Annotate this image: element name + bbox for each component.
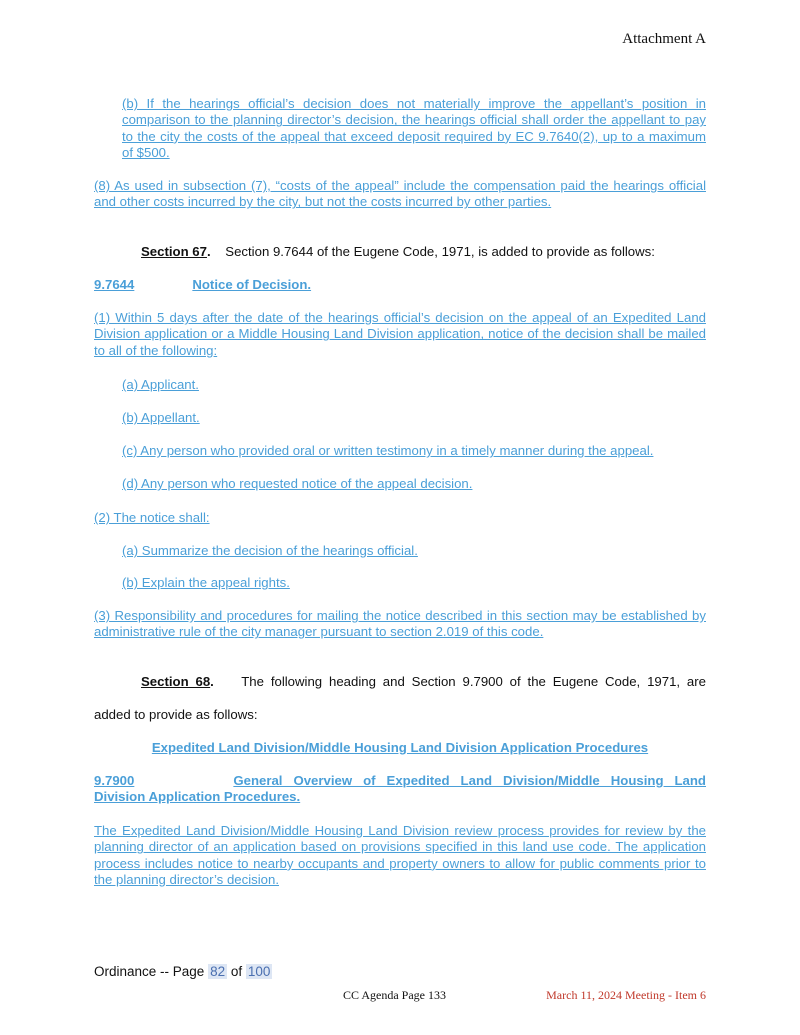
- attachment-label: Attachment A: [622, 31, 706, 47]
- agenda-page: CC Agenda Page 133: [343, 988, 446, 1002]
- section-67-text: Section 9.7644 of the Eugene Code, 1971, is added to provide as follows:: [225, 244, 655, 259]
- of-label: of: [230, 964, 243, 979]
- section-number: 9.7900: [94, 773, 135, 788]
- item-a-applicant: (a) Applicant.: [122, 377, 199, 392]
- paragraph-overview: The Expedited Land Division/Middle Housing Land Division review process provides for review by the planning director of an application based on provisions specified in this land use code. The application process includes notice to nearby occupants and property owners to allow for public comments prior to the planning director’s decision.: [94, 823, 706, 888]
- section-9-7900-heading: [94, 773, 706, 806]
- ordinance-label: Ordinance -- Page: [94, 964, 205, 979]
- section-title: Notice of Decision.: [192, 277, 312, 292]
- item-c-testimony: (c) Any person who provided oral or written testimony in a timely manner during the appeal.: [122, 443, 654, 458]
- section-title-line1: General Overview of Expedited Land Division/Middle Housing Land: [233, 773, 706, 788]
- section-title-line2: Division Application Procedures.: [94, 789, 301, 805]
- section-67-label: Section 67: [141, 244, 207, 259]
- paragraph-1-notice: (1) Within 5 days after the date of the hearings official’s decision on the appeal of an Expedited Land Division application or a Middle Housing Land Division application, notice of the decision shall be mailed to all of the following:: [94, 310, 706, 358]
- page-current: 82: [210, 964, 226, 979]
- section-9-7644-heading: [94, 277, 706, 293]
- paragraph-3-responsibility: (3) Responsibility and procedures for mailing the notice described in this section may be established by administrative rule of the city manager pursuant to section 2.019 of this code.: [94, 608, 706, 640]
- paragraph-b-costs: (b) If the hearings official’s decision does not materially improve the appellant’s position in comparison to the planning director’s decision, the hearings official shall order the appellant to pay to the city the costs of the appeal that exceed deposit required by EC 9.7640(2), up to a maximum of $500.: [122, 96, 706, 161]
- page-total: 100: [247, 964, 271, 979]
- item-2b-appeal-rights: (b) Explain the appeal rights.: [122, 575, 290, 590]
- item-b-appellant: (b) Appellant.: [122, 410, 200, 425]
- section-number: 9.7644: [94, 277, 135, 292]
- section-68-label: Section 68: [141, 674, 211, 689]
- section-68-text-continued: added to provide as follows:: [94, 707, 258, 722]
- paragraph-8-costs-definition: (8) As used in subsection (7), “costs of the appeal” include the compensation paid the hearings official and other costs incurred by the city, but not the costs incurred by other parties.: [94, 178, 706, 210]
- meeting-item: March 11, 2024 Meeting - Item 6: [546, 988, 706, 1002]
- section-68-text: The following heading and Section 9.7900 of the Eugene Code, 1971, are: [241, 674, 706, 689]
- section-68-line: Section 68. The following heading and Section 9.7900 of the Eugene Code, 1971, are: [141, 674, 706, 689]
- paragraph-2-notice-shall: (2) The notice shall:: [94, 510, 210, 525]
- section-67-line: Section 67. Section 9.7644 of the Eugene Code, 1971, is added to provide as follows:: [141, 244, 655, 259]
- item-2a-summarize: (a) Summarize the decision of the hearings official.: [122, 543, 418, 558]
- page-footer-ordinance: [94, 964, 272, 979]
- procedures-heading: Expedited Land Division/Middle Housing Land Division Application Procedures: [151, 740, 649, 755]
- item-d-requested-notice: (d) Any person who requested notice of the appeal decision.: [122, 476, 473, 491]
